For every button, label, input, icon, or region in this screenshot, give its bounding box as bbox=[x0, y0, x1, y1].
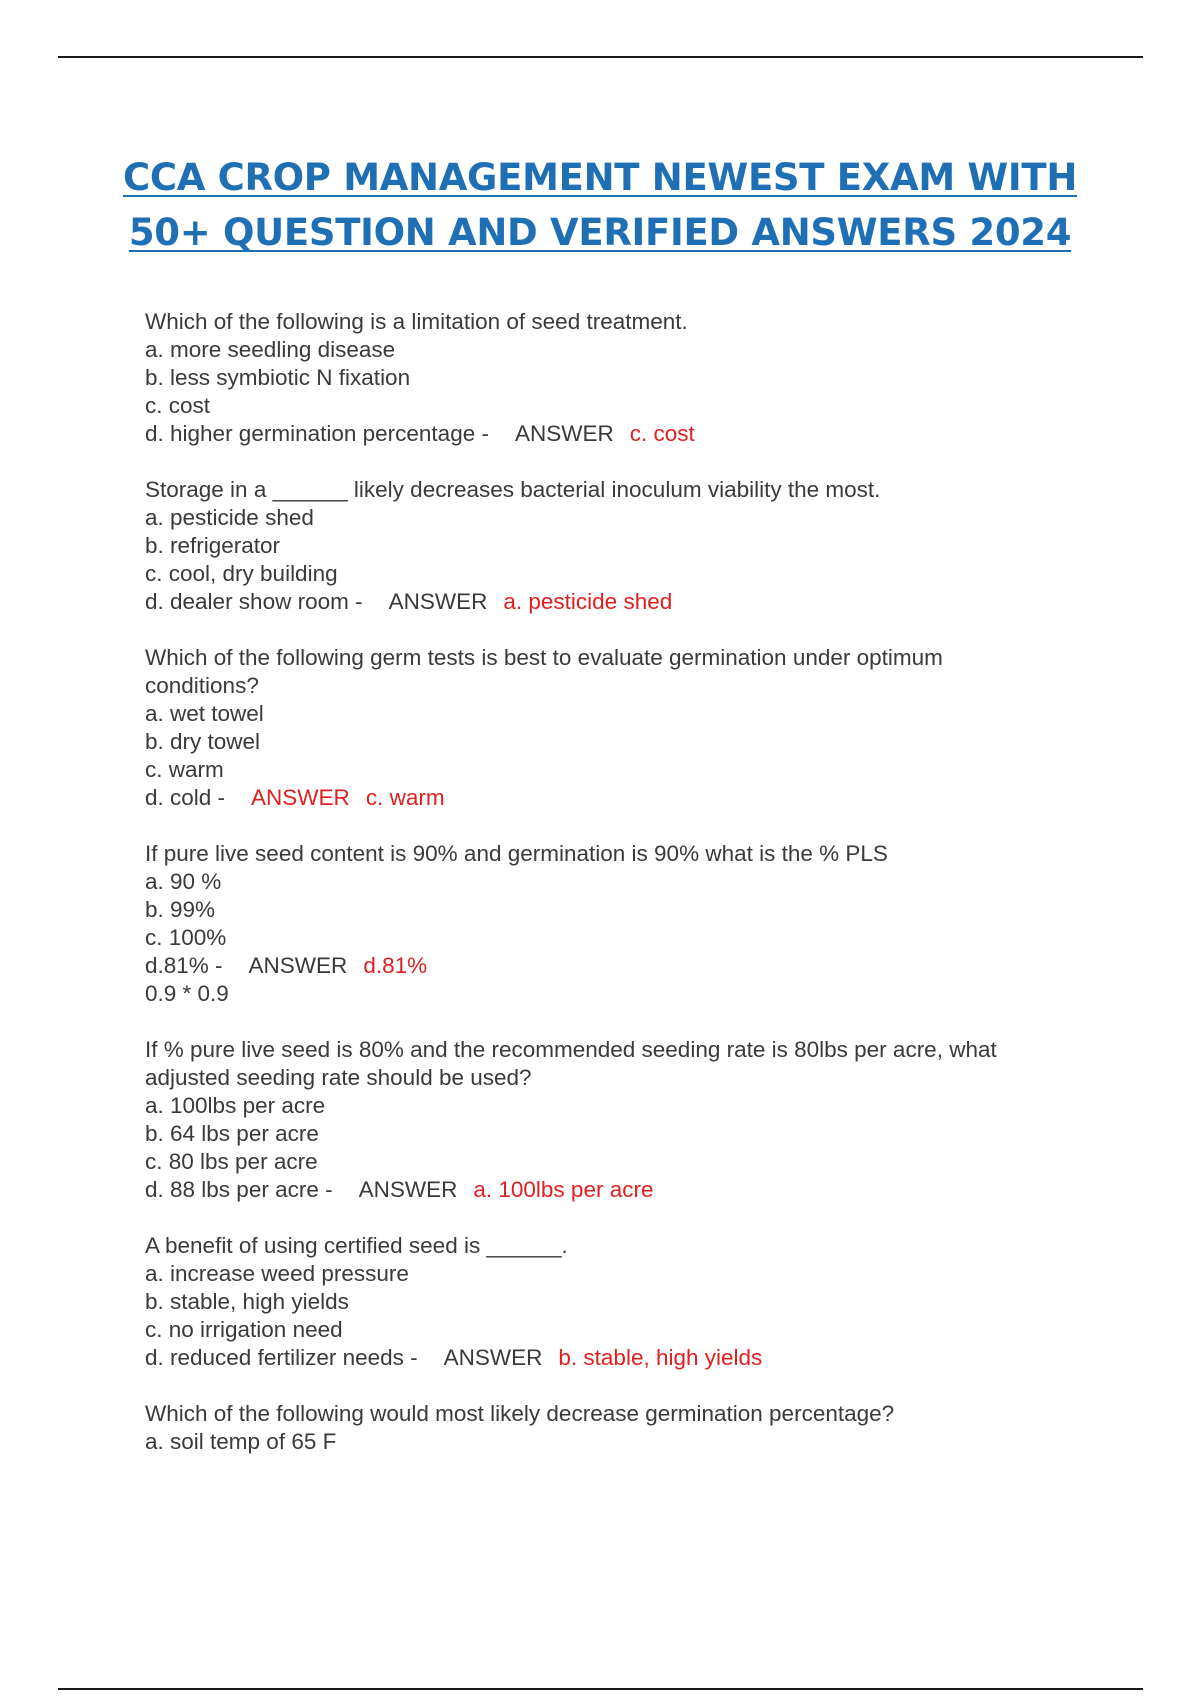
answer-note: 0.9 * 0.9 bbox=[145, 981, 229, 1006]
question-block bbox=[145, 1036, 1075, 1204]
title-line-2: 50+ QUESTION AND VERIFIED ANSWERS 2024 bbox=[128, 211, 1072, 254]
answer-label: ANSWER bbox=[251, 785, 350, 810]
option: c. 80 lbs per acre bbox=[145, 1149, 318, 1174]
option: b. dry towel bbox=[145, 729, 261, 754]
question-text: Which of the following would most likely decrease germination percentage? bbox=[145, 1401, 895, 1426]
option: a. wet towel bbox=[145, 701, 264, 726]
answer-label: ANSWER bbox=[388, 589, 488, 614]
option: d. 88 lbs per acre - bbox=[145, 1177, 333, 1202]
answer-value: a. pesticide shed bbox=[503, 589, 673, 614]
answer-label: ANSWER bbox=[443, 1345, 543, 1370]
answer-line bbox=[145, 784, 1075, 812]
answer-value: b. stable, high yields bbox=[558, 1345, 763, 1370]
question-text: A benefit of using certified seed is ______. bbox=[145, 1233, 568, 1258]
question-block bbox=[145, 840, 1075, 1008]
question-text: Which of the following is a limitation of seed treatment. bbox=[145, 309, 688, 334]
question-text: Which of the following germ tests is best to evaluate germination under optimum bbox=[145, 645, 943, 670]
answer-value: c. cost bbox=[629, 421, 695, 446]
option: b. refrigerator bbox=[145, 533, 281, 558]
answer-label: ANSWER bbox=[358, 1177, 458, 1202]
answer-line bbox=[145, 588, 1075, 616]
option: d. cold - bbox=[145, 785, 226, 810]
option: a. soil temp of 65 F bbox=[145, 1429, 337, 1454]
option: b. 64 lbs per acre bbox=[145, 1121, 319, 1146]
question-text: Storage in a ______ likely decreases bacterial inoculum viability the most. bbox=[145, 477, 881, 502]
question-block bbox=[145, 308, 1075, 448]
question-list bbox=[145, 308, 1075, 1484]
option: a. 90 % bbox=[145, 869, 222, 894]
answer-line bbox=[145, 420, 1075, 448]
answer-value: a. 100lbs per acre bbox=[473, 1177, 654, 1202]
answer-value: c. warm bbox=[365, 785, 445, 810]
answer-line bbox=[145, 1176, 1075, 1204]
option: a. increase weed pressure bbox=[145, 1261, 409, 1286]
option: c. cool, dry building bbox=[145, 561, 338, 586]
question-text: conditions? bbox=[145, 673, 259, 698]
option: a. 100lbs per acre bbox=[145, 1093, 326, 1118]
title-line-1: CCA CROP MANAGEMENT NEWEST EXAM WITH bbox=[122, 156, 1078, 199]
footer-rule bbox=[58, 1688, 1143, 1690]
header-rule bbox=[58, 56, 1143, 58]
question-text: adjusted seeding rate should be used? bbox=[145, 1065, 532, 1090]
option: b. stable, high yields bbox=[145, 1289, 349, 1314]
question-text: If % pure live seed is 80% and the recommended seeding rate is 80lbs per acre, what bbox=[145, 1037, 997, 1062]
option: c. cost bbox=[145, 393, 211, 418]
question-block bbox=[145, 644, 1075, 812]
option: c. 100% bbox=[145, 925, 227, 950]
option: d. reduced fertilizer needs - bbox=[145, 1345, 418, 1370]
question-text: If pure live seed content is 90% and germination is 90% what is the % PLS bbox=[145, 841, 888, 866]
answer-label: ANSWER bbox=[514, 421, 614, 446]
option: d. dealer show room - bbox=[145, 589, 363, 614]
option: c. no irrigation need bbox=[145, 1317, 343, 1342]
question-block bbox=[145, 1232, 1075, 1372]
answer-value: d.81% bbox=[363, 953, 428, 978]
option: a. pesticide shed bbox=[145, 505, 314, 530]
answer-line bbox=[145, 1344, 1075, 1372]
answer-label: ANSWER bbox=[248, 953, 348, 978]
question-block bbox=[145, 1400, 1075, 1456]
option: a. more seedling disease bbox=[145, 337, 396, 362]
option: d.81% - bbox=[145, 953, 223, 978]
option: c. warm bbox=[145, 757, 224, 782]
option: b. 99% bbox=[145, 897, 216, 922]
document-title bbox=[0, 150, 1200, 260]
answer-line bbox=[145, 952, 1075, 980]
option: d. higher germination percentage - bbox=[145, 421, 489, 446]
option: b. less symbiotic N fixation bbox=[145, 365, 411, 390]
question-block bbox=[145, 476, 1075, 616]
